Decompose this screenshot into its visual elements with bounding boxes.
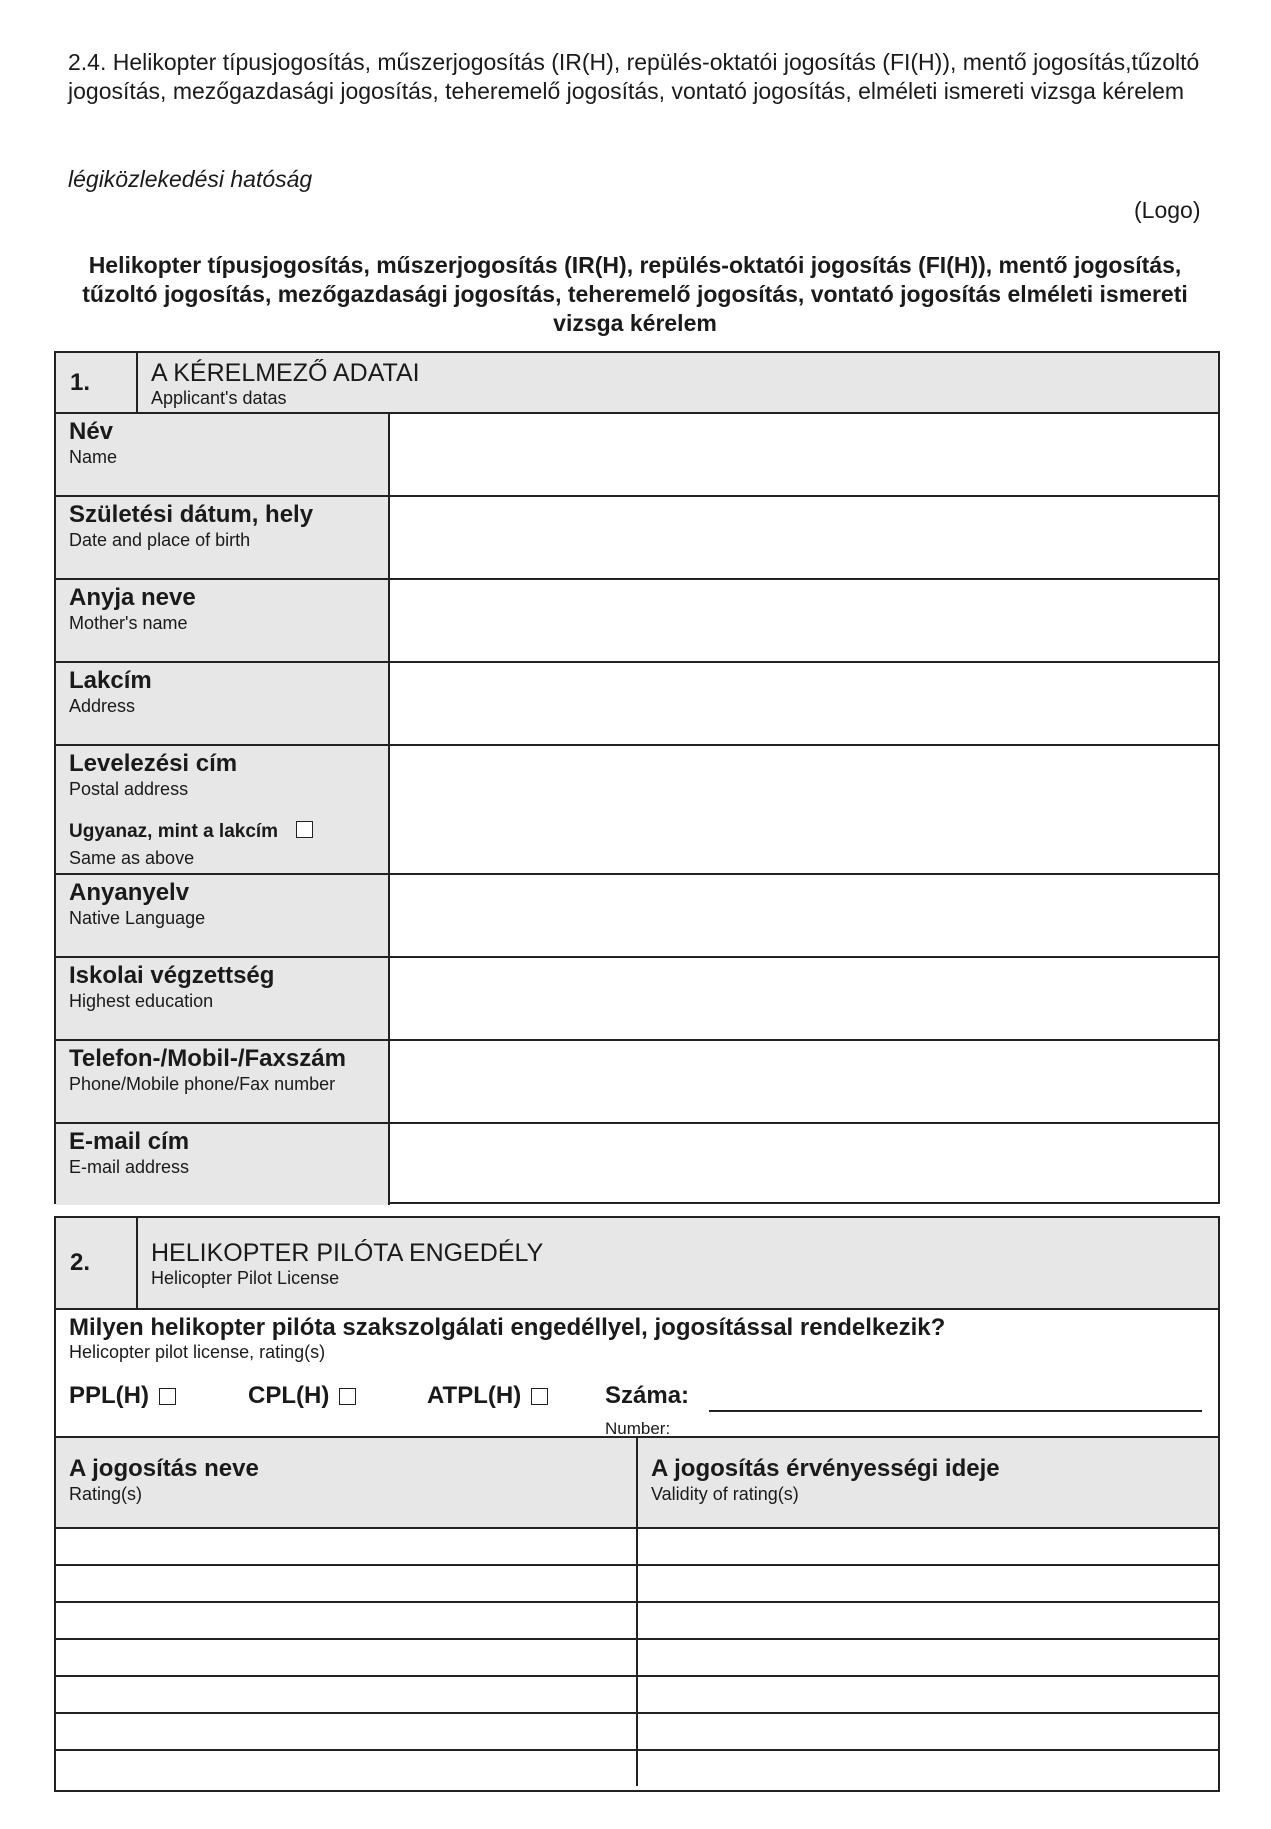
field-label: Lakcím	[69, 667, 152, 694]
field-label: Anyanyelv	[69, 879, 190, 906]
field-label-en: Native Language	[69, 908, 206, 928]
section-1-subtitle: Applicant's datas	[151, 387, 287, 408]
license-option-ppl	[69, 1382, 176, 1410]
column-header-validity-en: Validity of rating(s)	[651, 1484, 799, 1504]
license-options	[69, 1382, 1199, 1438]
rating-validity-cell[interactable]	[638, 1640, 1218, 1675]
field-label-en: E-mail address	[69, 1157, 190, 1177]
birth-date-place-field[interactable]	[390, 497, 1218, 578]
section-2-header	[56, 1218, 1218, 1310]
rating-validity-cell[interactable]	[638, 1603, 1218, 1638]
same-as-address-checkbox[interactable]	[296, 821, 313, 838]
table-row	[56, 1751, 1218, 1786]
rating-name-cell[interactable]	[56, 1640, 638, 1675]
license-label: ATPL(H)	[427, 1382, 522, 1409]
field-label-en: Highest education	[69, 991, 214, 1011]
rating-validity-cell[interactable]	[638, 1751, 1218, 1786]
field-row-postal	[56, 746, 1218, 875]
column-header-rating: A jogosítás neve	[69, 1455, 259, 1482]
license-number-label: Száma:	[605, 1382, 690, 1409]
same-as-address-label: Ugyanaz, mint a lakcím	[69, 821, 279, 842]
column-header-validity: A jogosítás érvényességi ideje	[651, 1455, 1000, 1482]
field-label: Telefon-/Mobil-/Faxszám	[69, 1045, 346, 1072]
field-label-en: Name	[69, 447, 118, 467]
field-row-birth	[56, 497, 1218, 580]
rating-validity-cell[interactable]	[638, 1677, 1218, 1712]
section-2-subtitle: Helicopter Pilot License	[151, 1268, 340, 1288]
rating-name-cell[interactable]	[56, 1603, 638, 1638]
field-label: Születési dátum, hely	[69, 501, 314, 528]
table-row	[56, 1714, 1218, 1751]
pilot-license-section	[54, 1216, 1220, 1792]
field-label-en: Phone/Mobile phone/Fax number	[69, 1074, 336, 1094]
field-row-address	[56, 663, 1218, 746]
license-number-field[interactable]	[709, 1410, 1202, 1412]
atpl-checkbox[interactable]	[531, 1388, 548, 1405]
section-2-number: 2.	[56, 1218, 138, 1308]
license-question	[56, 1310, 1218, 1438]
name-field[interactable]	[390, 414, 1218, 495]
section-1-title: A KÉRELMEZŐ ADATAI	[151, 358, 420, 387]
email-field[interactable]	[390, 1124, 1218, 1205]
field-label-en: Postal address	[69, 779, 189, 799]
field-label-en: Date and place of birth	[69, 530, 251, 550]
authority-name: légiközlekedési hatóság	[68, 166, 313, 192]
field-row-education	[56, 958, 1218, 1041]
field-label: Iskolai végzettség	[69, 962, 275, 989]
field-row-email	[56, 1124, 1218, 1205]
license-number-label-en: Number:	[605, 1419, 671, 1438]
field-row-name	[56, 414, 1218, 497]
field-label: Név	[69, 418, 114, 445]
intro-text: 2.4. Helikopter típusjogosítás, műszerjogosítás (IR(H), repülés-oktatói jogosítás (FI(H)), mentő jogosítás,tűzoltó jogosítás, mezőgazdasági jogosítás, teheremelő jogosítás, vontató jogosítás, elméleti ismereti vizsga kérelem	[68, 49, 1200, 104]
rating-name-cell[interactable]	[56, 1714, 638, 1749]
same-as-address-label-en: Same as above	[69, 848, 195, 868]
license-question-text-en: Helicopter pilot license, rating(s)	[69, 1342, 326, 1362]
education-field[interactable]	[390, 958, 1218, 1039]
document-title: Helikopter típusjogosítás, műszerjogosítás (IR(H), repülés-oktatói jogosítás (FI(H)), mentő jogosítás, tűzoltó jogosítás, mezőgazdasági jogosítás, teheremelő jogosítás, vontató jogosítás elméleti ismereti vizsga kérelem	[82, 252, 1188, 336]
table-row	[56, 1529, 1218, 1566]
table-row	[56, 1677, 1218, 1714]
section-1-number: 1.	[56, 353, 138, 412]
field-label: Anyja neve	[69, 584, 196, 611]
rating-name-cell[interactable]	[56, 1751, 638, 1786]
section-2-title: HELIKOPTER PILÓTA ENGEDÉLY	[151, 1239, 544, 1267]
table-row	[56, 1603, 1218, 1640]
cpl-checkbox[interactable]	[339, 1388, 356, 1405]
license-question-text: Milyen helikopter pilóta szakszolgálati engedéllyel, jogosítással rendelkezik?	[69, 1314, 946, 1341]
field-row-mother	[56, 580, 1218, 663]
section-1-header	[56, 353, 1218, 414]
field-label: E-mail cím	[69, 1128, 190, 1155]
field-label-en: Address	[69, 696, 136, 716]
field-label-en: Mother's name	[69, 613, 188, 633]
native-language-field[interactable]	[390, 875, 1218, 956]
address-field[interactable]	[390, 663, 1218, 744]
ratings-table-header	[56, 1438, 1218, 1529]
mothers-name-field[interactable]	[390, 580, 1218, 661]
field-row-phone	[56, 1041, 1218, 1124]
applicant-data-section	[54, 351, 1220, 1204]
rating-validity-cell[interactable]	[638, 1529, 1218, 1564]
logo-placeholder: (Logo)	[1134, 197, 1201, 223]
table-row	[56, 1566, 1218, 1603]
rating-name-cell[interactable]	[56, 1566, 638, 1601]
column-header-rating-en: Rating(s)	[69, 1484, 143, 1504]
phone-field[interactable]	[390, 1041, 1218, 1122]
rating-name-cell[interactable]	[56, 1677, 638, 1712]
table-row	[56, 1640, 1218, 1677]
rating-validity-cell[interactable]	[638, 1714, 1218, 1749]
rating-validity-cell[interactable]	[638, 1566, 1218, 1601]
ppl-checkbox[interactable]	[159, 1388, 176, 1405]
license-label: PPL(H)	[69, 1382, 149, 1409]
postal-address-field[interactable]	[390, 746, 1218, 873]
rating-name-cell[interactable]	[56, 1529, 638, 1564]
field-row-language	[56, 875, 1218, 958]
license-label: CPL(H)	[248, 1382, 330, 1409]
license-option-cpl	[248, 1382, 356, 1410]
field-label: Levelezési cím	[69, 750, 238, 777]
license-option-atpl	[427, 1382, 548, 1410]
